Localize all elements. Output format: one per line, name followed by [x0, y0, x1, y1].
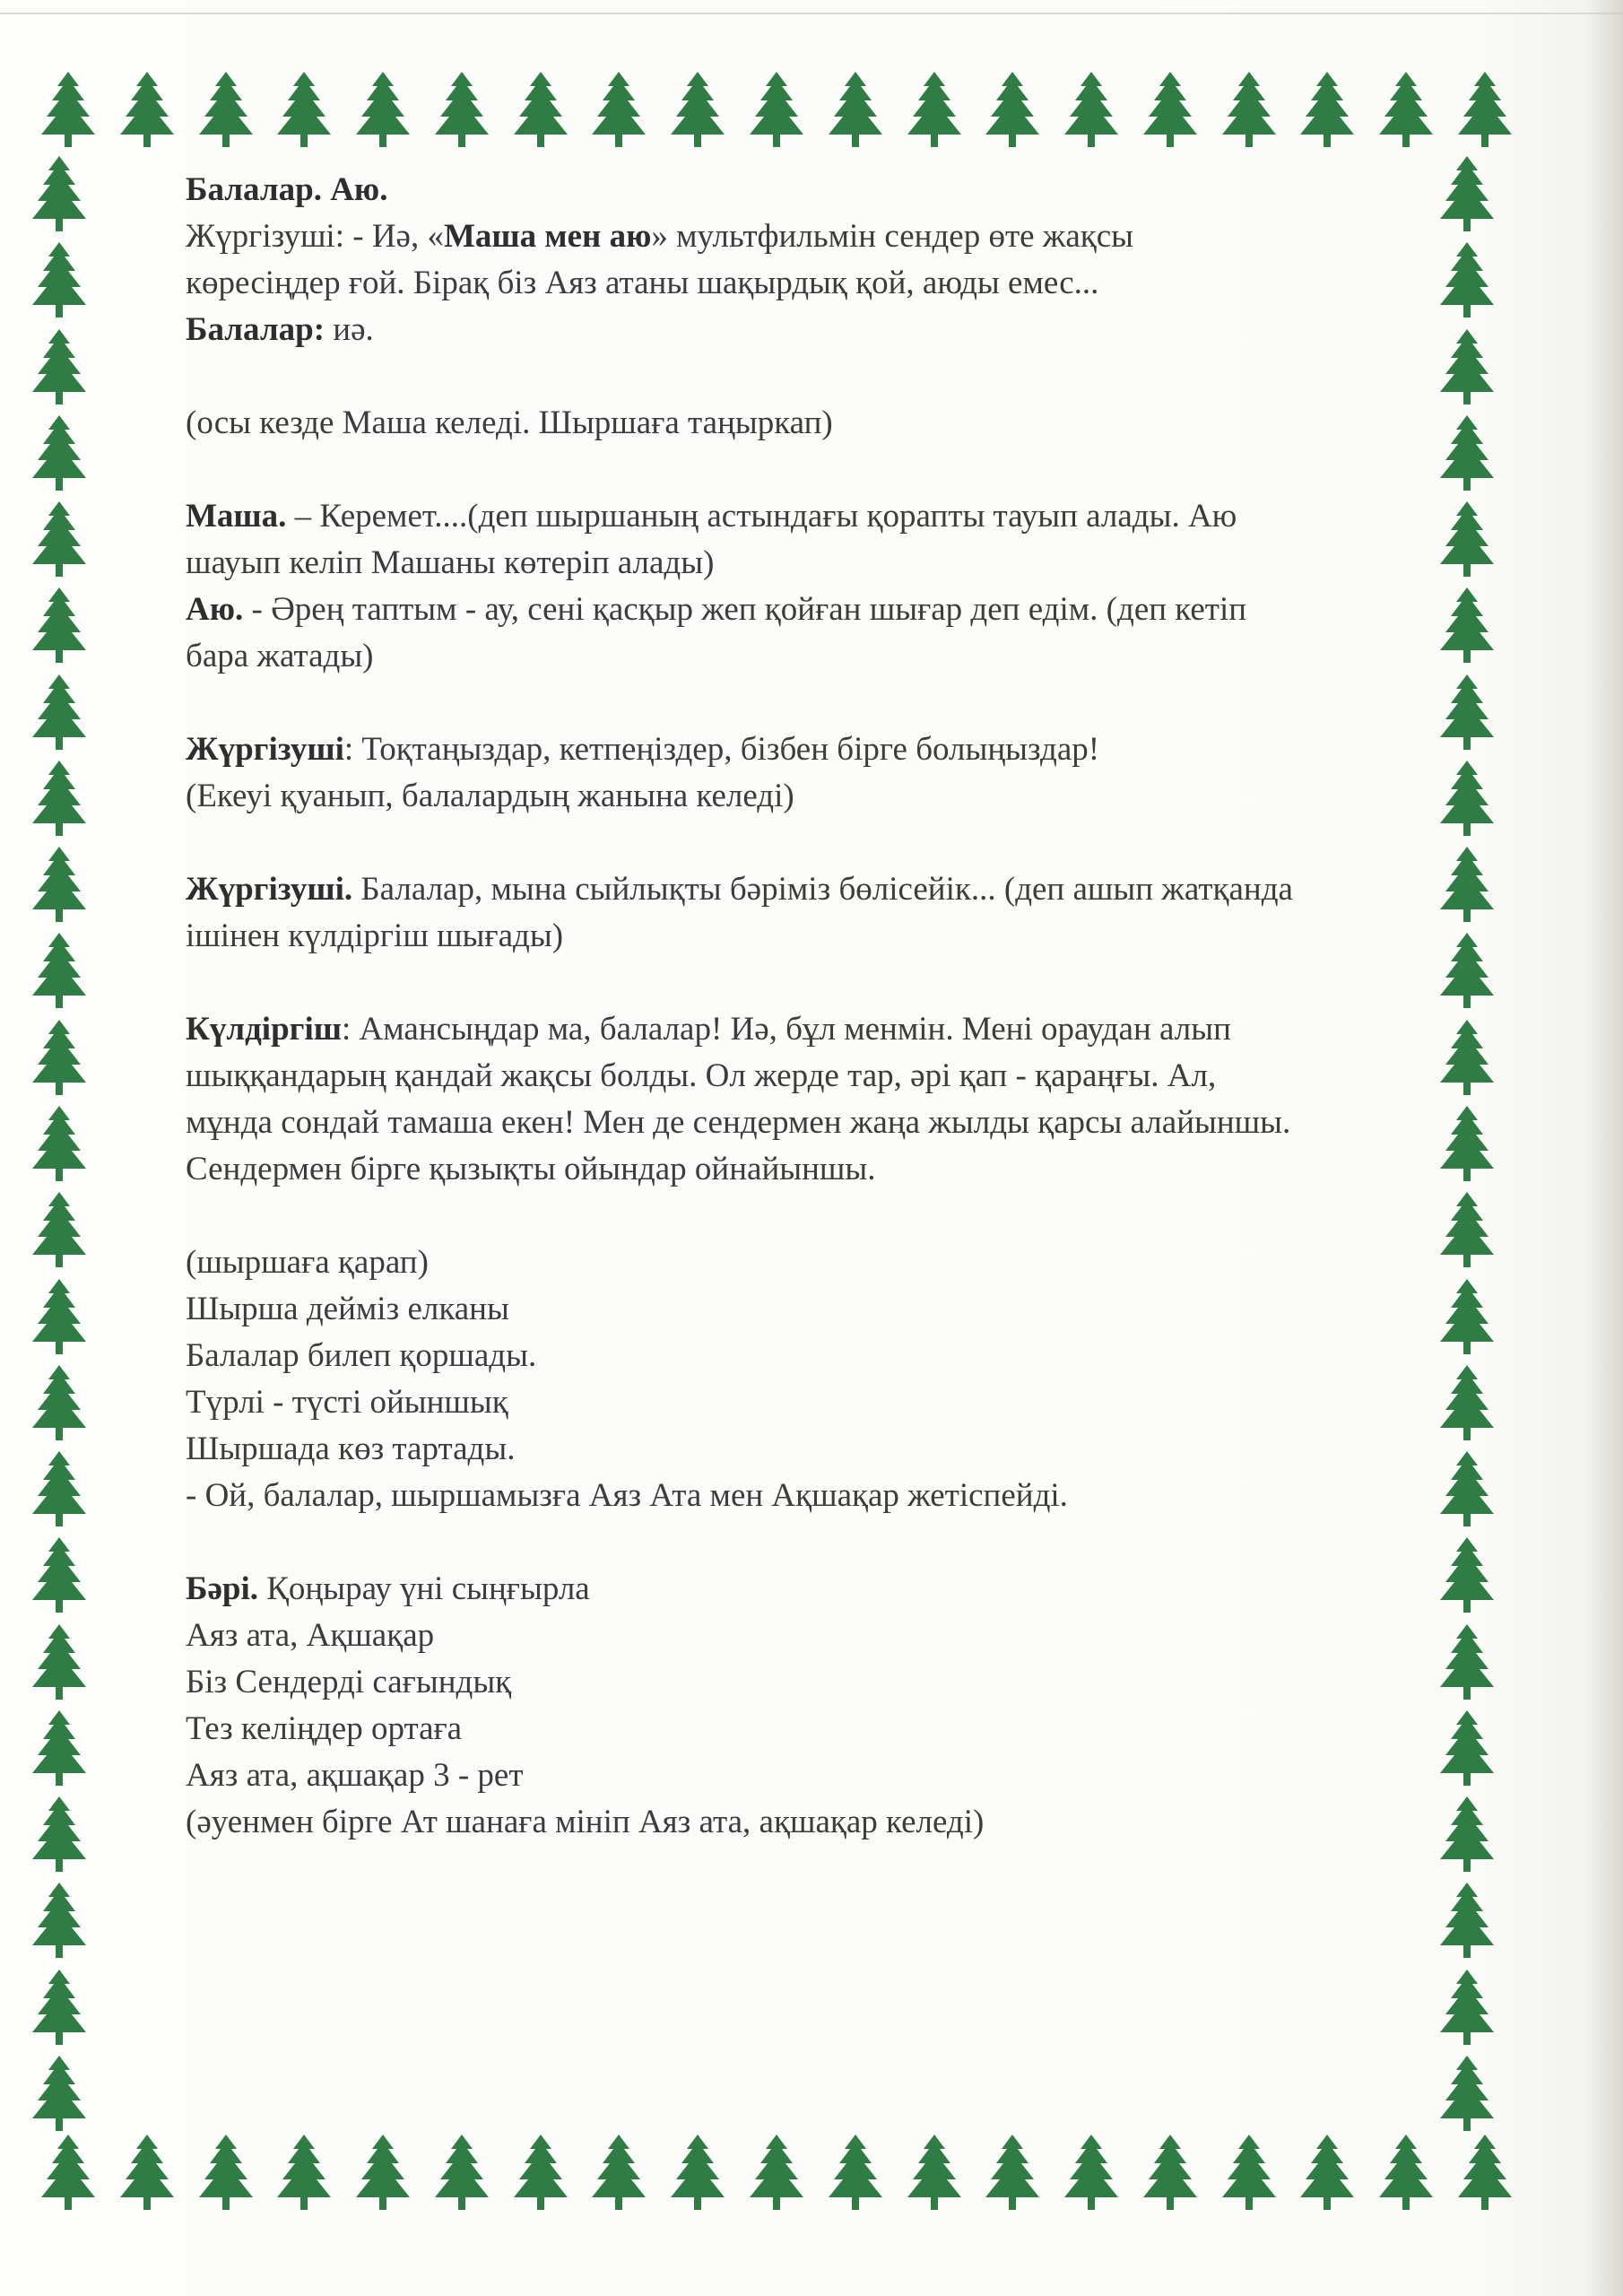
text-line: көресіңдер ғой. Бірақ біз Аяз атаны шақырдық қой, аюды емес...	[186, 265, 1099, 301]
fir-tree-icon	[1374, 2133, 1438, 2212]
stage-direction: (шыршаға қарап)	[186, 1244, 429, 1281]
text-line: мұнда сондай тамаша екен! Мен де сендермен жаңа жылды қарсы алайыншы.	[186, 1104, 1291, 1141]
speaker-label: Балалар. Аю.	[186, 171, 388, 208]
text-line: Бәрі. Қоңырау үні сыңғырла	[186, 1570, 590, 1607]
fir-tree-icon	[272, 2133, 336, 2212]
poem-line: Аяз ата, ақшақар 3 - рет	[186, 1757, 524, 1794]
fir-tree-icon	[194, 70, 258, 149]
fir-tree-icon	[902, 70, 967, 149]
stage-direction: (осы кезде Маша келеді. Шыршаға таңыркап)	[186, 404, 833, 441]
fir-tree-icon	[1138, 70, 1202, 149]
text-line	[186, 167, 1477, 213]
poem-line: Шырша дейміз елканы	[186, 1291, 509, 1327]
fir-tree-icon	[27, 154, 91, 233]
fir-tree-icon	[744, 2133, 809, 2212]
fir-tree-icon	[194, 2133, 258, 2212]
text-line: бара жатады)	[186, 638, 374, 674]
fir-tree-icon	[36, 2133, 100, 2212]
script-text	[186, 167, 1477, 1846]
cartoon-title: Маша мен аю	[443, 218, 652, 255]
fir-tree-icon	[27, 240, 91, 319]
fir-tree-icon	[1435, 2054, 1499, 2133]
fir-tree-icon	[980, 70, 1045, 149]
fir-tree-icon	[27, 1535, 91, 1614]
fir-tree-icon	[27, 1449, 91, 1528]
fir-tree-icon	[980, 2133, 1045, 2212]
fir-tree-icon	[27, 500, 91, 578]
fir-tree-icon	[508, 70, 573, 149]
text-line: Жүргізуші. Балалар, мына сыйлықты бәріміз бөлісейік... (деп ашып жатқанда	[186, 871, 1293, 908]
speaker-label: Маша.	[186, 498, 287, 535]
fir-tree-icon	[27, 1018, 91, 1097]
fir-tree-icon	[27, 1190, 91, 1269]
fir-tree-icon	[27, 759, 91, 838]
text-line: Аю. - Әрең таптым - ау, сені қасқыр жеп қойған шығар деп едім. (деп кетіп	[186, 591, 1247, 628]
fir-tree-icon	[586, 2133, 651, 2212]
text-line: - Ой, балалар, шыршамызға Аяз Ата мен Ақшақар жетіспейді.	[186, 1477, 1068, 1514]
fir-tree-icon	[27, 2054, 91, 2133]
fir-tree-icon	[1374, 70, 1438, 149]
fir-tree-icon	[27, 1709, 91, 1787]
fir-tree-icon	[115, 2133, 179, 2212]
fir-tree-icon	[351, 70, 415, 149]
fir-tree-icon	[351, 2133, 415, 2212]
poem-line: Шыршада көз тартады.	[186, 1431, 516, 1467]
fir-tree-icon	[27, 931, 91, 1010]
speaker-label: Бәрі.	[186, 1570, 258, 1607]
fir-tree-icon	[27, 1795, 91, 1874]
fir-tree-icon	[36, 70, 100, 149]
speaker-label: Жүргізуші	[186, 731, 344, 768]
fir-tree-icon	[1059, 2133, 1124, 2212]
fir-tree-icon	[27, 1881, 91, 1960]
fir-tree-icon	[27, 1622, 91, 1701]
fir-tree-icon	[823, 2133, 888, 2212]
poem-line: Біз Сендерді сағындық	[186, 1664, 512, 1700]
fir-tree-icon	[1295, 70, 1359, 149]
fir-tree-icon	[744, 70, 809, 149]
poem-line: Тез келіңдер ортаға	[186, 1710, 463, 1747]
fir-tree-icon	[1217, 2133, 1281, 2212]
speaker-label: Күлдіргіш	[186, 1011, 342, 1048]
poem-line: Аяз ата, Ақшақар	[186, 1617, 435, 1654]
text-line: Жүргізуші: - Иә, «Маша мен аю» мультфильмін сендер өте жақсы	[186, 218, 1134, 255]
speaker-label: Жүргізуші.	[186, 871, 353, 908]
poem-line: Түрлі - түсті ойыншық	[186, 1384, 508, 1421]
fir-tree-icon	[272, 70, 336, 149]
fir-tree-icon	[823, 70, 888, 149]
text-line: Күлдіргіш: Амансыңдар ма, балалар! Иә, бұл менмін. Мені ораудан алып	[186, 1011, 1231, 1048]
fir-tree-icon	[430, 70, 494, 149]
fir-tree-icon	[27, 845, 91, 924]
fir-tree-icon	[1453, 70, 1517, 149]
text-line: шыққандарың қандай жақсы болды. Ол жерде тар, әрі қап - қараңғы. Ал,	[186, 1057, 1217, 1094]
fir-tree-icon	[27, 673, 91, 752]
fir-tree-icon	[27, 586, 91, 665]
fir-tree-icon	[1059, 70, 1124, 149]
text-line: Сендермен бірге қызықты ойындар ойнайыншы.	[186, 1151, 876, 1187]
fir-tree-icon	[27, 413, 91, 492]
text-line: Жүргізуші: Тоқтаңыздар, кетпеңіздер, бізбен бірге болыңыздар!	[186, 731, 1100, 768]
fir-tree-icon	[27, 1363, 91, 1442]
speaker-label: Аю.	[186, 591, 244, 628]
fir-tree-icon	[1217, 70, 1281, 149]
fir-tree-icon	[1138, 2133, 1202, 2212]
fir-tree-icon	[1435, 1881, 1499, 1960]
text-line: ішінен күлдіргіш шығады)	[186, 918, 564, 954]
fir-tree-icon	[27, 1968, 91, 2047]
fir-tree-icon	[586, 70, 651, 149]
text-line: Балалар: иә.	[186, 311, 374, 348]
fir-tree-icon	[665, 2133, 730, 2212]
fir-tree-icon	[1295, 2133, 1359, 2212]
poem-line: Балалар билеп қоршады.	[186, 1337, 537, 1374]
text-line: шауып келіп Машаны көтеріп алады)	[186, 544, 715, 581]
stage-direction: (әуенмен бірге Ат шанаға мініп Аяз ата, ақшақар келеді)	[186, 1804, 985, 1840]
fir-tree-icon	[430, 2133, 494, 2212]
fir-tree-icon	[27, 1277, 91, 1356]
text-line: Маша. – Керемет....(деп шыршаның астындағы қорапты тауып алады. Аю	[186, 498, 1237, 535]
fir-tree-icon	[27, 327, 91, 406]
fir-tree-icon	[1435, 1968, 1499, 2047]
fir-tree-icon	[115, 70, 179, 149]
fir-tree-icon	[1453, 2133, 1517, 2212]
speaker-label: Балалар:	[186, 311, 325, 348]
fir-tree-icon	[508, 2133, 573, 2212]
fir-tree-icon	[27, 1104, 91, 1183]
fir-tree-icon	[902, 2133, 967, 2212]
fir-tree-icon	[665, 70, 730, 149]
stage-direction: (Екеуі қуанып, балалардың жанына келеді)	[186, 778, 794, 814]
